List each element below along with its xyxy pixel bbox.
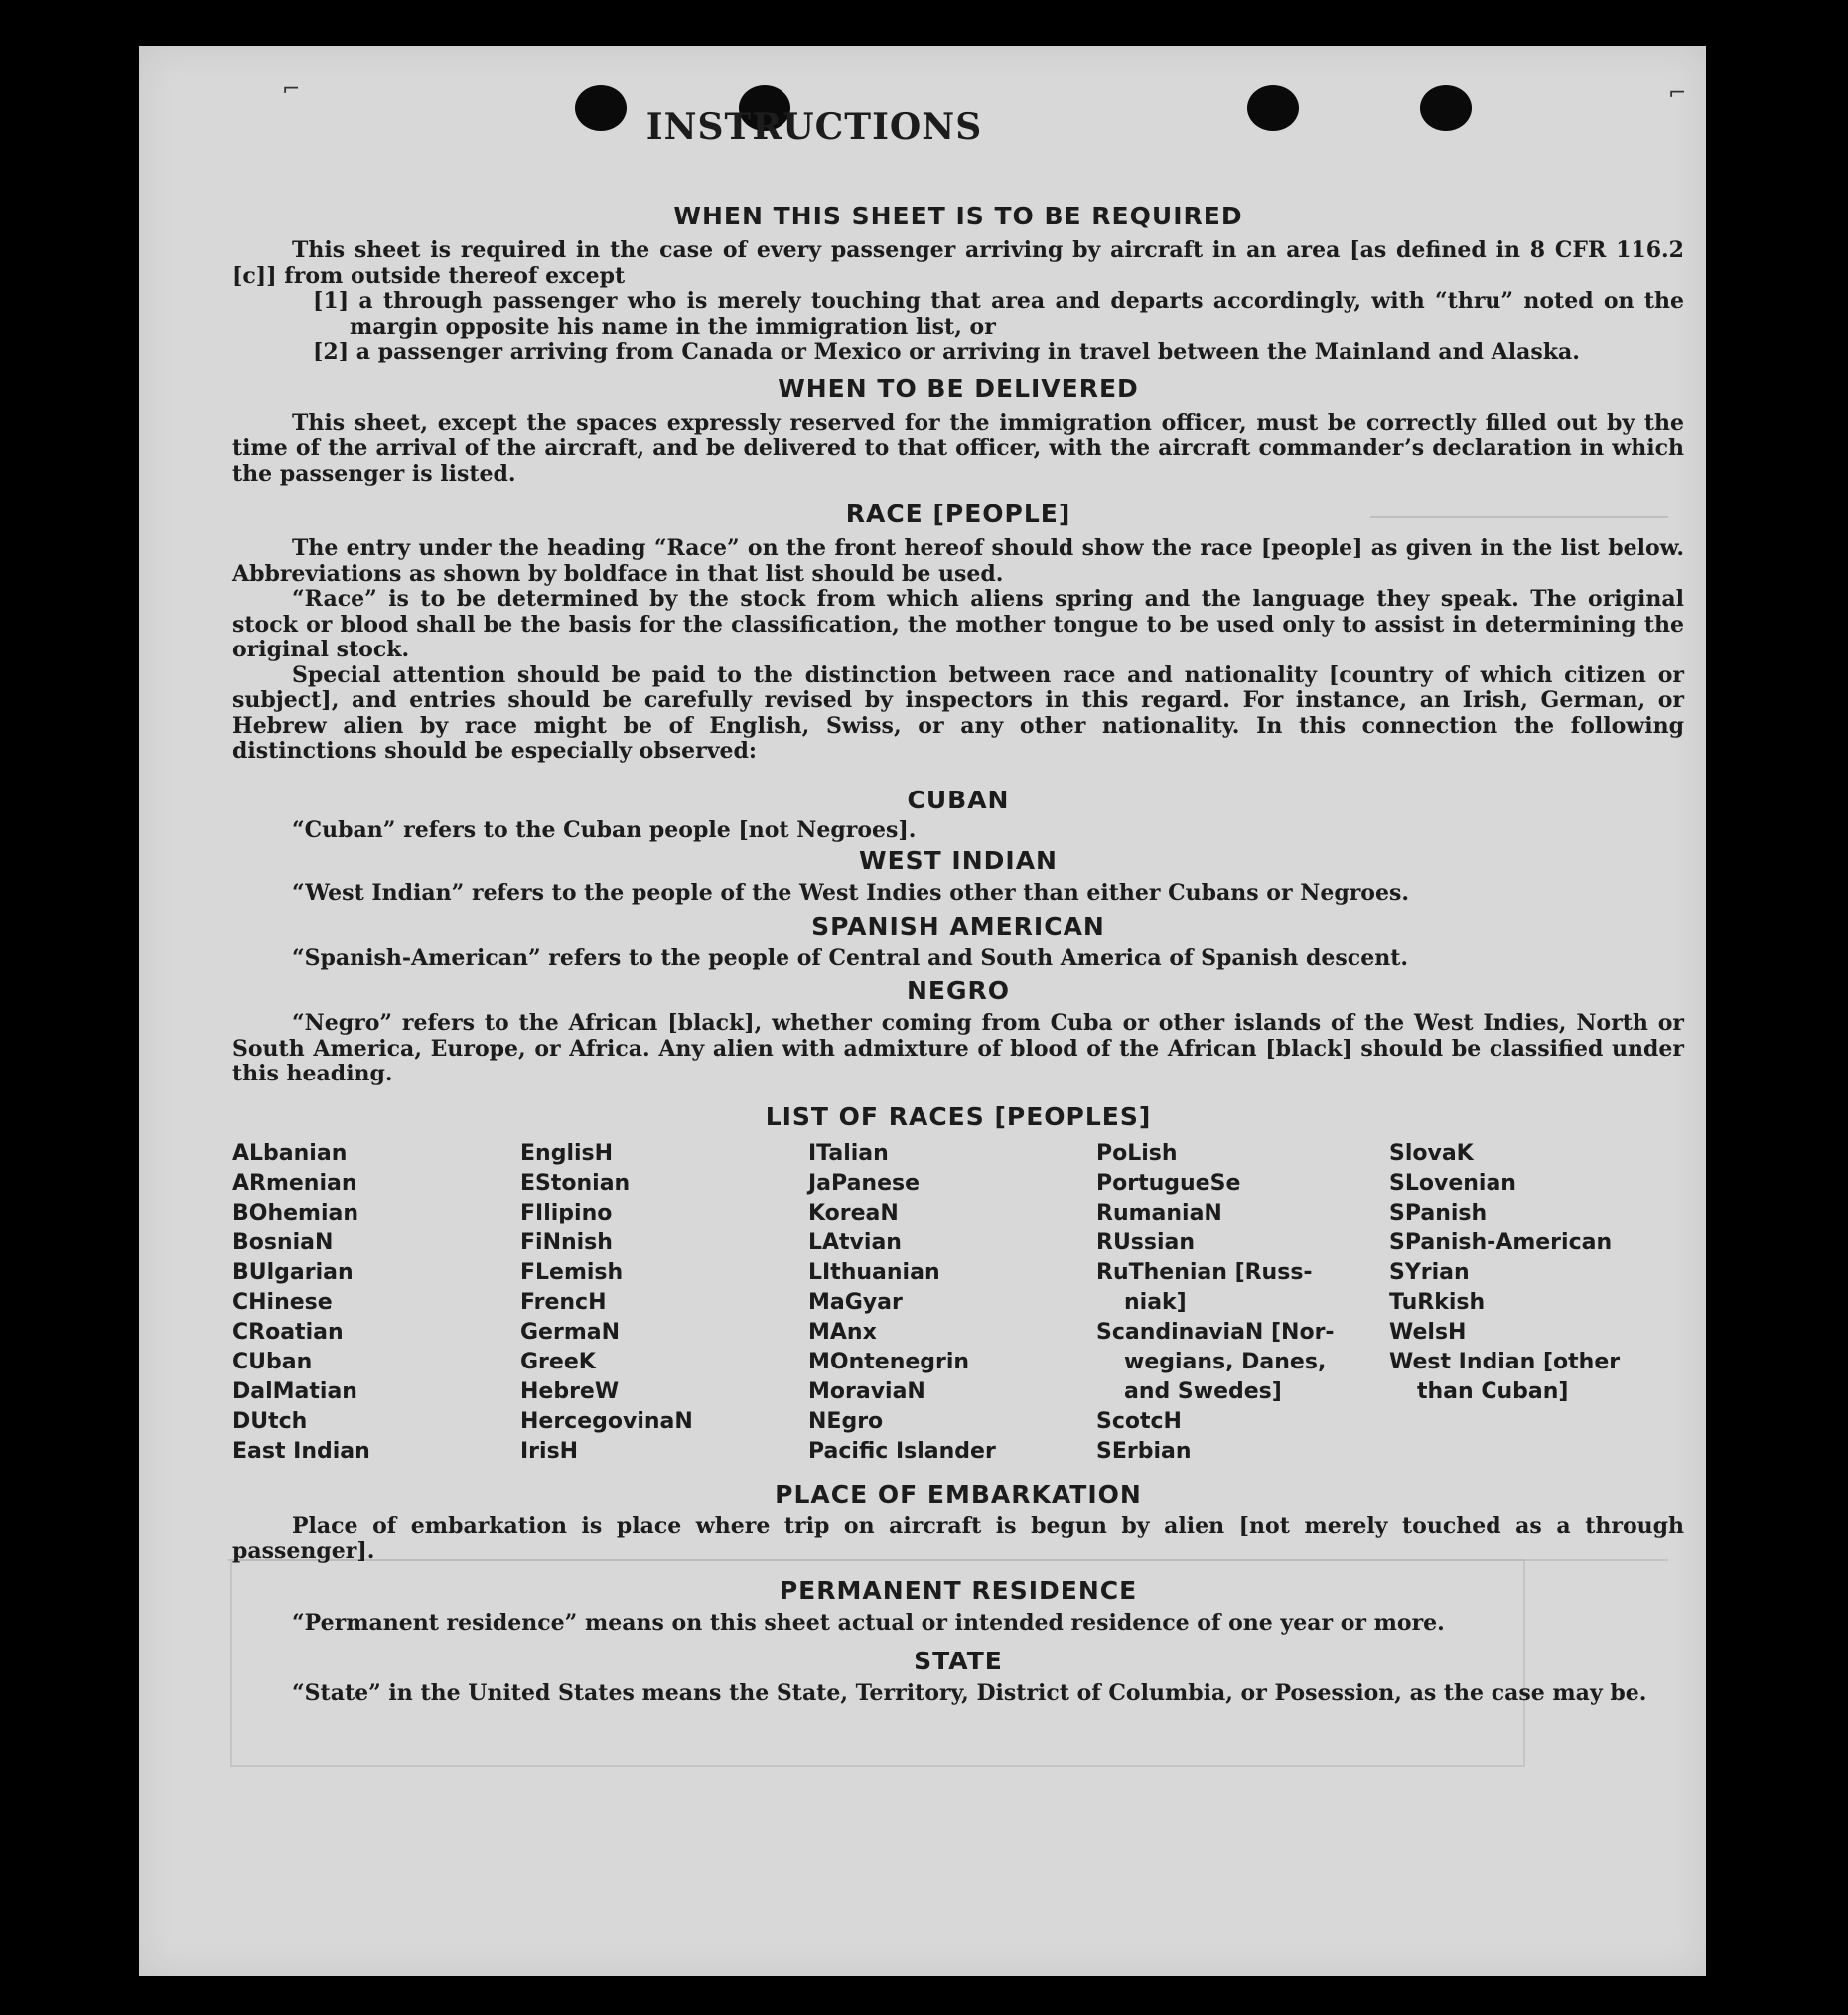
- race-list-item: FiNnish: [520, 1229, 613, 1255]
- race-list-item: DUtch: [232, 1408, 308, 1434]
- race-list-item: HebreW: [520, 1378, 620, 1404]
- race-list-item: niak]: [1124, 1289, 1187, 1315]
- heading-place-of-embarkation: PLACE OF EMBARKATION: [775, 1479, 1142, 1509]
- heading-race: RACE [PEOPLE]: [845, 500, 1071, 528]
- race-list-item: ITalian: [808, 1140, 889, 1166]
- race-list-item: GreeK: [520, 1349, 596, 1374]
- heading-spanish-american: SPANISH AMERICAN: [811, 911, 1105, 940]
- heading-state: STATE: [914, 1647, 1003, 1675]
- required-item-2: [2] a passenger arriving from Canada or Mexico or arriving in travel between the Mainland and Alaska.: [313, 339, 1580, 364]
- race-list-item: HercegovinaN: [520, 1408, 693, 1434]
- heading-list-of-races: LIST OF RACES [PEOPLES]: [765, 1101, 1152, 1131]
- race-list-item: Pacific Islander: [808, 1438, 996, 1464]
- race-list-item: MOntenegrin: [808, 1349, 970, 1374]
- heading-west-indian: WEST INDIAN: [859, 846, 1058, 875]
- race-list-item: DalMatian: [232, 1378, 357, 1404]
- race-list-item: SPanish: [1389, 1200, 1488, 1225]
- race-list-item: and Swedes]: [1124, 1378, 1282, 1404]
- state-paragraph: “State” in the United States means the State, Territory, District of Columbia, or Posession, as the case may be.: [292, 1680, 1647, 1706]
- race-list-item: LAtvian: [808, 1229, 902, 1255]
- edge-mark: ⌐: [1668, 81, 1687, 106]
- race-list-item: TuRkish: [1389, 1289, 1486, 1315]
- embarkation-paragraph: Place of embarkation is place where trip on aircraft is begun by alien [not merely touched as a through passenger].: [232, 1512, 1684, 1564]
- race-list-item: LIthuanian: [808, 1259, 940, 1285]
- race-list-item: than Cuban]: [1417, 1378, 1569, 1404]
- race-list-item: WelsH: [1389, 1319, 1467, 1345]
- race-paragraph-2: “Race” is to be determined by the stock from which aliens spring and the language they speak. The original stock or blood shall be the basis for the classification, the mother tongue to be used only to assist in determining the original stock.: [232, 586, 1684, 662]
- race-list-item: ALbanian: [232, 1140, 348, 1166]
- west-indian-paragraph: “West Indian” refers to the people of the West Indies other than either Cubans or Negroes.: [292, 880, 1410, 906]
- race-list-item: EStonian: [520, 1170, 631, 1196]
- race-list: [232, 1139, 1684, 1467]
- race-column: [1389, 1139, 1677, 1467]
- heading-permanent-residence: PERMANENT RESIDENCE: [779, 1575, 1138, 1605]
- cuban-paragraph: “Cuban” refers to the Cuban people [not Negroes].: [292, 816, 917, 843]
- race-column: [808, 1139, 1096, 1467]
- race-paragraph-3: Special attention should be paid to the distinction between race and nationality [country of which citizen or subject], and entries should be carefully revised by inspectors in this regard. For instance, an Irish, German, or Hebrew alien by race might be of English, Swiss, or any other nationality. In this connection the following distinctions should be especially observed:: [232, 661, 1684, 764]
- race-list-item: IrisH: [520, 1438, 579, 1464]
- race-column: [232, 1139, 520, 1467]
- page-title: INSTRUCTIONS: [645, 106, 983, 148]
- race-list-item: West Indian [other: [1389, 1349, 1621, 1374]
- race-column: [520, 1139, 808, 1467]
- race-list-item: BUlgarian: [232, 1259, 354, 1285]
- race-list-item: SlovaK: [1389, 1140, 1474, 1166]
- race-list-item: SYrian: [1389, 1259, 1470, 1285]
- race-list-item: FLemish: [520, 1259, 624, 1285]
- race-list-item: RUssian: [1096, 1229, 1196, 1255]
- race-column: [1096, 1139, 1389, 1467]
- heading-when-delivered: WHEN TO BE DELIVERED: [778, 373, 1139, 403]
- heading-when-required: WHEN THIS SHEET IS TO BE REQUIRED: [673, 202, 1243, 230]
- race-list-item: CHinese: [232, 1289, 333, 1315]
- race-list-item: PoLish: [1096, 1140, 1178, 1166]
- race-list-item: wegians, Danes,: [1124, 1349, 1327, 1374]
- required-paragraph: This sheet is required in the case of every passenger arriving by aircraft in an area [as defined in 8 CFR 116.2 [c]] from outside thereof except: [232, 237, 1684, 289]
- required-item-1: [1] a through passenger who is merely touching that area and departs accordingly, with “thru” noted on the margin opposite his name in the immigration list, or: [313, 288, 1684, 340]
- race-list-item: FrencH: [520, 1289, 607, 1315]
- spanish-american-paragraph: “Spanish-American” refers to the people of Central and South America of Spanish descent.: [292, 944, 1409, 971]
- race-list-item: RumaniaN: [1096, 1200, 1222, 1225]
- race-list-item: ScandinaviaN [Nor-: [1096, 1319, 1335, 1345]
- heading-cuban: CUBAN: [907, 785, 1010, 814]
- race-list-item: SErbian: [1096, 1438, 1192, 1464]
- race-list-item: KoreaN: [808, 1200, 899, 1225]
- race-list-item: CRoatian: [232, 1319, 344, 1345]
- edge-mark: ⌐: [282, 77, 301, 102]
- race-list-item: MoraviaN: [808, 1378, 925, 1404]
- race-list-item: RuThenian [Russ-: [1096, 1259, 1313, 1285]
- race-list-item: NEgro: [808, 1408, 884, 1434]
- race-list-item: PortugueSe: [1096, 1170, 1241, 1196]
- race-list-item: MAnx: [808, 1319, 877, 1345]
- race-list-item: GermaN: [520, 1319, 621, 1345]
- race-list-item: East Indian: [232, 1438, 370, 1464]
- negro-paragraph: “Negro” refers to the African [black], whether coming from Cuba or other islands of the West Indies, North or South America, Europe, or Africa. Any alien with admixture of blood of the African [black] should be classified under this heading.: [232, 1010, 1684, 1086]
- race-list-item: BOhemian: [232, 1200, 359, 1225]
- instructions-body: [232, 199, 1684, 1707]
- race-list-item: SPanish-American: [1389, 1229, 1613, 1255]
- race-list-item: MaGyar: [808, 1289, 903, 1315]
- race-list-item: EnglisH: [520, 1140, 614, 1166]
- race-list-item: CUban: [232, 1349, 313, 1374]
- race-list-item: ScotcH: [1096, 1408, 1182, 1434]
- delivered-paragraph: This sheet, except the spaces expressly reserved for the immigration officer, must be correctly filled out by the time of the arrival of the aircraft, and be delivered to that officer, with the aircraft commander’s declaration in which the passenger is listed.: [232, 409, 1684, 487]
- race-list-item: FIlipino: [520, 1200, 613, 1225]
- race-paragraph-1: The entry under the heading “Race” on the front hereof should show the race [people] as given in the list below. Abbreviations as shown by boldface in that list should be used.: [232, 535, 1684, 587]
- heading-negro: NEGRO: [906, 976, 1011, 1005]
- residence-paragraph: “Permanent residence” means on this sheet actual or intended residence of one year or more.: [292, 1609, 1445, 1636]
- race-list-item: SLovenian: [1389, 1170, 1516, 1196]
- race-list-item: ARmenian: [232, 1170, 357, 1196]
- race-list-item: BosniaN: [232, 1229, 334, 1255]
- race-list-item: JaPanese: [808, 1170, 921, 1196]
